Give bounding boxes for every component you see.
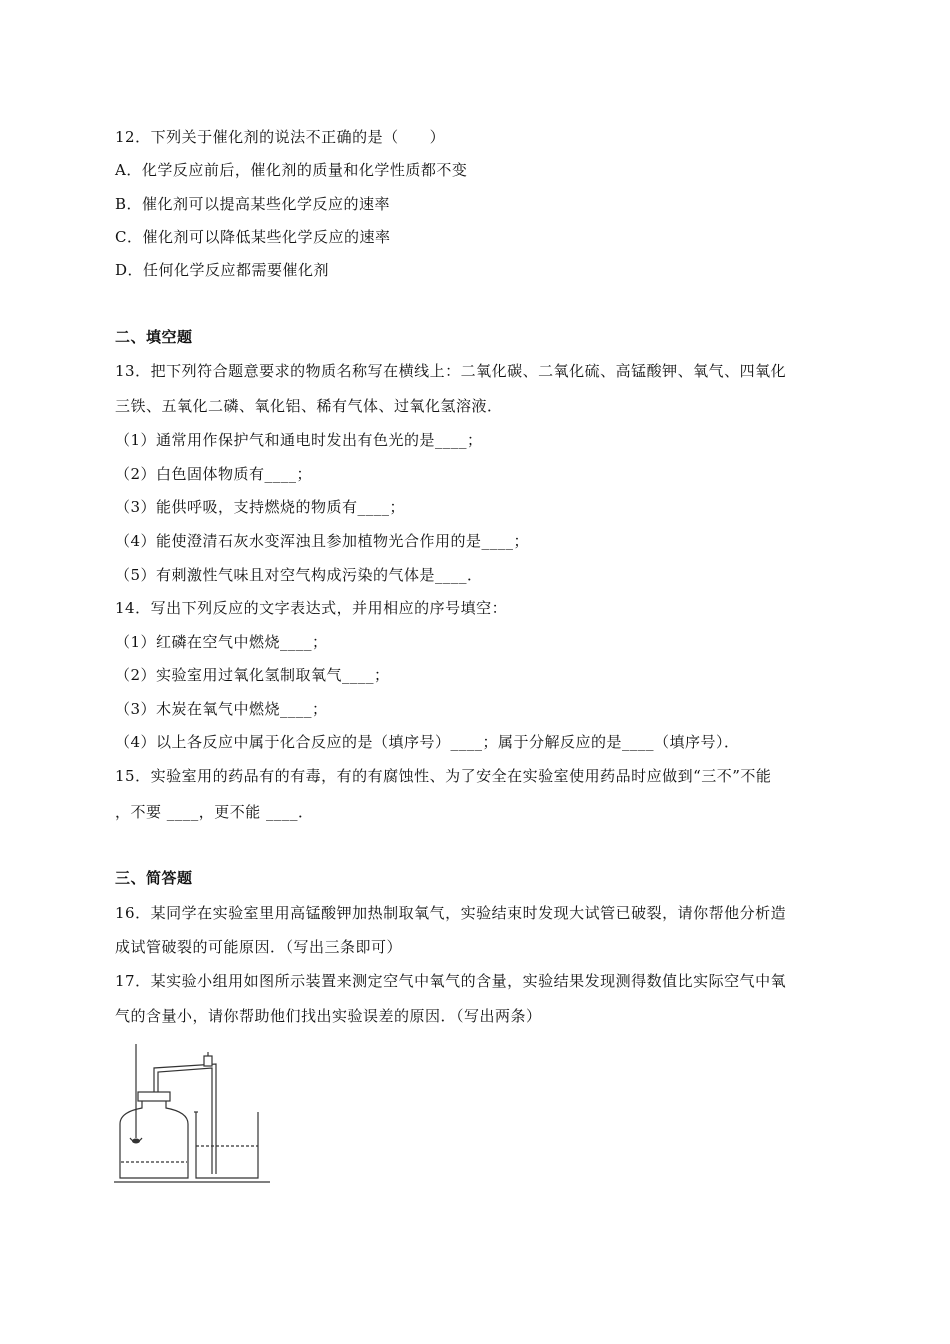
beaker bbox=[196, 1112, 258, 1178]
clamp bbox=[204, 1056, 212, 1066]
q17-line-1: 17．某实验小组用如图所示装置来测定空气中氧气的含量，实验结果发现测得数值比实际空气中氧 bbox=[115, 972, 787, 990]
q13-item-3: （3）能供呼吸，支持燃烧的物质有____； bbox=[115, 498, 406, 516]
q14-item-4: （4）以上各反应中属于化合反应的是（填序号）____；属于分解反应的是____（填序号）． bbox=[115, 733, 740, 751]
q14-stem: 14．写出下列反应的文字表达式，并用相应的序号填空： bbox=[115, 599, 508, 617]
q12-option-d: D．任何化学反应都需要催化剂 bbox=[115, 261, 330, 279]
q14-item-2: （2）实验室用过氧化氢制取氧气____； bbox=[115, 666, 390, 684]
q16-line-2: 成试管破裂的可能原因．（写出三条即可） bbox=[115, 938, 403, 956]
q12-option-a: A．化学反应前后，催化剂的质量和化学性质都不变 bbox=[115, 161, 468, 179]
section-3-heading: 三、简答题 bbox=[115, 869, 193, 887]
q17-line-2: 气的含量小，请你帮助他们找出实验误差的原因．（写出两条） bbox=[115, 1007, 542, 1025]
q13-item-1: （1）通常用作保护气和通电时发出有色光的是____； bbox=[115, 431, 483, 449]
q13-stem-line-2: 三铁、五氧化二磷、氧化铝、稀有气体、过氧化氢溶液． bbox=[115, 397, 503, 415]
red-phosphorus bbox=[132, 1139, 140, 1144]
q14-item-3: （3）木炭在氧气中燃烧____； bbox=[115, 700, 328, 718]
q15-line-2: ，不要 ____，更不能 ____． bbox=[115, 803, 314, 821]
air-oxygen-apparatus-diagram bbox=[112, 1042, 272, 1184]
connecting-tube bbox=[154, 1064, 216, 1174]
q14-item-1: （1）红磷在空气中燃烧____； bbox=[115, 633, 328, 651]
section-2-heading: 二、填空题 bbox=[115, 328, 193, 346]
q12-option-b: B．催化剂可以提高某些化学反应的速率 bbox=[115, 195, 391, 213]
q15-line-1: 15．实验室用的药品有的有毒，有的有腐蚀性、为了安全在实验室使用药品时应做到“三不”不能 bbox=[115, 767, 772, 785]
q13-item-5: （5）有刺激性气味且对空气构成污染的气体是____． bbox=[115, 566, 483, 584]
q12-option-c: C．催化剂可以降低某些化学反应的速率 bbox=[115, 228, 391, 246]
q13-item-2: （2）白色固体物质有____； bbox=[115, 465, 313, 483]
q12-stem: 12．下列关于催化剂的说法不正确的是（ ） bbox=[115, 128, 446, 146]
stopper bbox=[138, 1092, 170, 1101]
q13-stem-line-1: 13．把下列符合题意要求的物质名称写在横线上：二氧化碳、二氧化硫、高锰酸钾、氧气、四氧化 bbox=[115, 362, 787, 380]
q16-line-1: 16．某同学在实验室里用高锰酸钾加热制取氧气，实验结束时发现大试管已破裂，请你帮他分析造 bbox=[115, 904, 787, 922]
q13-item-4: （4）能使澄清石灰水变浑浊且参加植物光合作用的是____； bbox=[115, 532, 530, 550]
